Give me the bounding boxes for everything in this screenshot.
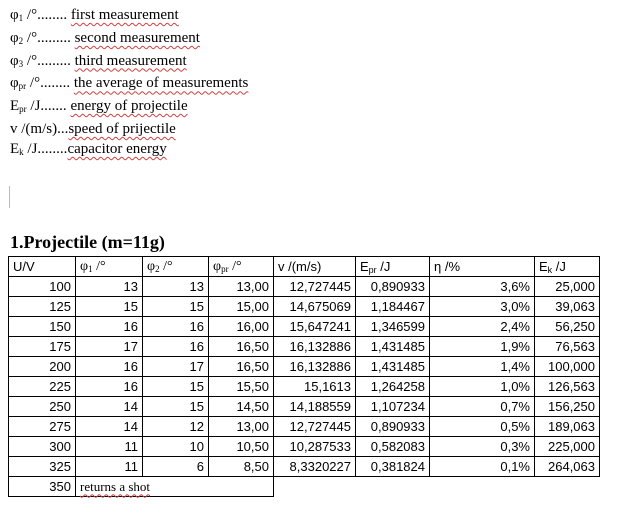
table-cell: 15,647241 bbox=[274, 317, 356, 337]
symbol: v /(m/s) bbox=[278, 259, 322, 274]
unit: /J bbox=[552, 258, 566, 274]
table-cell: 16 bbox=[76, 357, 143, 377]
table-cell: 16,00 bbox=[209, 317, 274, 337]
table-cell: 15 bbox=[143, 377, 209, 397]
table-cell: 10,50 bbox=[209, 437, 274, 457]
table-cell: 250 bbox=[9, 397, 76, 417]
measurement-table bbox=[8, 256, 600, 497]
symbol: E bbox=[360, 258, 369, 274]
table-cell: 15,1613 bbox=[274, 377, 356, 397]
table-cell: 16,132886 bbox=[274, 337, 356, 357]
table-cell: 150 bbox=[9, 317, 76, 337]
table-cell: 16,50 bbox=[209, 337, 274, 357]
symbol-subscript: 3 bbox=[18, 58, 24, 69]
symbol-subscript: 1 bbox=[18, 13, 24, 23]
unit: /J bbox=[376, 258, 391, 274]
symbol: φ bbox=[80, 258, 89, 274]
table-cell: 1,184467 bbox=[356, 297, 430, 317]
empty-cell bbox=[274, 477, 356, 497]
unit: /° bbox=[228, 258, 242, 274]
table-cell: 0,381824 bbox=[356, 457, 430, 477]
legend-item bbox=[10, 140, 248, 163]
table-cell: 1,9% bbox=[430, 337, 535, 357]
symbol-subscript: 2 bbox=[18, 35, 24, 46]
table-cell: 16 bbox=[76, 317, 143, 337]
table-cell: 11 bbox=[76, 457, 143, 477]
symbol-subscript: 2 bbox=[155, 263, 160, 274]
unit: /° bbox=[159, 258, 173, 274]
unit: /°......... bbox=[23, 52, 75, 69]
table-cell: 2,4% bbox=[430, 317, 535, 337]
column-header bbox=[274, 257, 356, 277]
table-row bbox=[9, 357, 600, 377]
table-cell: 12 bbox=[143, 417, 209, 437]
symbol-subscript: k bbox=[547, 264, 553, 275]
table-cell: 25,000 bbox=[535, 277, 600, 297]
column-header bbox=[356, 257, 430, 277]
column-header bbox=[430, 257, 535, 277]
table-cell: 16 bbox=[143, 317, 209, 337]
table-cell: 39,063 bbox=[535, 297, 600, 317]
table-cell: 15 bbox=[76, 297, 143, 317]
symbol-subscript: pr bbox=[18, 81, 27, 92]
table-cell: 12,727445 bbox=[274, 277, 356, 297]
table-cell: 300 bbox=[9, 437, 76, 457]
table-cell: 8,50 bbox=[209, 457, 274, 477]
symbol-subscript: k bbox=[19, 146, 24, 157]
symbol: φ bbox=[10, 75, 19, 92]
table-cell: 0,5% bbox=[430, 417, 535, 437]
column-header bbox=[76, 257, 143, 277]
table-cell: 10 bbox=[143, 437, 209, 457]
symbol-subscript: 1 bbox=[88, 263, 93, 274]
legend-description: third measurement bbox=[74, 52, 187, 69]
legend-description: the average of measurements bbox=[73, 75, 249, 92]
table-cell: 16,132886 bbox=[274, 357, 356, 377]
empty-cell bbox=[430, 477, 535, 497]
table-cell: 0,890933 bbox=[356, 417, 430, 437]
table-cell: 13 bbox=[143, 277, 209, 297]
empty-cell bbox=[356, 477, 430, 497]
table-cell: 0,7% bbox=[430, 397, 535, 417]
symbol: φ bbox=[213, 258, 222, 274]
table-cell: 13 bbox=[76, 277, 143, 297]
table-cell: 17 bbox=[76, 337, 143, 357]
table-row bbox=[9, 277, 600, 297]
table-cell: 16 bbox=[143, 337, 209, 357]
table-cell: 12,727445 bbox=[274, 417, 356, 437]
unit: /J........ bbox=[23, 140, 68, 157]
symbol-subscript: pr bbox=[368, 264, 377, 275]
note-text: returns a shot bbox=[80, 478, 151, 494]
legend-description: first measurement bbox=[70, 7, 179, 23]
table-cell: 0,582083 bbox=[356, 437, 430, 457]
symbol: η /% bbox=[434, 259, 461, 274]
table-row bbox=[9, 297, 600, 317]
table-cell: 1,0% bbox=[430, 377, 535, 397]
table-cell: 0,3% bbox=[430, 437, 535, 457]
table-cell: 16,50 bbox=[209, 357, 274, 377]
legend-description: speed of prijectile bbox=[68, 120, 176, 137]
table-row bbox=[9, 477, 600, 497]
table-cell: 189,063 bbox=[535, 417, 600, 437]
unit: /°......... bbox=[23, 29, 75, 46]
table-cell: 3,0% bbox=[430, 297, 535, 317]
symbol: E bbox=[10, 98, 20, 115]
table-row bbox=[9, 417, 600, 437]
unit: /° bbox=[92, 258, 106, 274]
column-header bbox=[535, 257, 600, 277]
table-cell: 156,250 bbox=[535, 397, 600, 417]
table-cell: 14 bbox=[76, 397, 143, 417]
table-cell: 225,000 bbox=[535, 437, 600, 457]
table-cell: 14,675069 bbox=[274, 297, 356, 317]
table-row bbox=[9, 397, 600, 417]
table-cell: 1,107234 bbox=[356, 397, 430, 417]
table-row bbox=[9, 317, 600, 337]
table-cell: 15,00 bbox=[209, 297, 274, 317]
symbol: φ bbox=[147, 258, 156, 274]
symbol: φ bbox=[10, 52, 19, 69]
table-cell: 14 bbox=[76, 417, 143, 437]
legend-item bbox=[10, 120, 248, 140]
table-cell: 13,00 bbox=[209, 277, 274, 297]
table-cell: 17 bbox=[143, 357, 209, 377]
empty-cell bbox=[535, 477, 600, 497]
table-cell: 264,063 bbox=[535, 457, 600, 477]
table-cell: 126,563 bbox=[535, 377, 600, 397]
legend-item bbox=[10, 6, 248, 29]
table-cell: 3,6% bbox=[430, 277, 535, 297]
column-header bbox=[209, 257, 274, 277]
table-row bbox=[9, 377, 600, 397]
table-cell: 1,346599 bbox=[356, 317, 430, 337]
symbol-subscript: pr bbox=[221, 263, 229, 274]
table-cell: 100,000 bbox=[535, 357, 600, 377]
legend-item bbox=[10, 29, 248, 52]
section-title: 1.Projectile (m=11g) bbox=[10, 232, 165, 252]
unit: /°........ bbox=[26, 75, 74, 92]
symbol: E bbox=[10, 140, 20, 157]
column-header bbox=[143, 257, 209, 277]
table-body bbox=[9, 277, 600, 497]
text-cursor bbox=[9, 186, 10, 208]
table-cell: 15 bbox=[143, 397, 209, 417]
unit: /°........ bbox=[23, 7, 71, 23]
symbol-subscript: pr bbox=[19, 104, 27, 115]
symbol: φ bbox=[10, 29, 19, 46]
table-cell: 14,50 bbox=[209, 397, 274, 417]
table-cell: 275 bbox=[9, 417, 76, 437]
legend-description: second measurement bbox=[74, 29, 200, 46]
legend-item bbox=[10, 97, 248, 120]
table-cell: 0,1% bbox=[430, 457, 535, 477]
table-cell: 15 bbox=[143, 297, 209, 317]
table-cell: 125 bbox=[9, 297, 76, 317]
table-header-row bbox=[9, 257, 600, 277]
table-cell: 8,3320227 bbox=[274, 457, 356, 477]
table-cell: 14,188559 bbox=[274, 397, 356, 417]
symbol: E bbox=[539, 258, 548, 274]
table-cell: 1,4% bbox=[430, 357, 535, 377]
legend-description: energy of projectile bbox=[70, 98, 188, 115]
table-cell: 1,264258 bbox=[356, 377, 430, 397]
unit: /J....... bbox=[26, 98, 71, 115]
symbol: φ bbox=[10, 7, 19, 23]
table-cell: 76,563 bbox=[535, 337, 600, 357]
table-cell: 225 bbox=[9, 377, 76, 397]
table-cell: 1,431485 bbox=[356, 337, 430, 357]
unit: /(m/s)... bbox=[17, 120, 69, 137]
table-cell: 200 bbox=[9, 357, 76, 377]
table-cell: 1,431485 bbox=[356, 357, 430, 377]
table-row bbox=[9, 437, 600, 457]
legend-description: capacitor energy bbox=[67, 140, 167, 157]
table-cell: 100 bbox=[9, 277, 76, 297]
table-cell: 325 bbox=[9, 457, 76, 477]
table-row bbox=[9, 337, 600, 357]
legend-item bbox=[10, 52, 248, 75]
table-cell: 0,890933 bbox=[356, 277, 430, 297]
note-cell bbox=[76, 477, 274, 497]
table-cell: 56,250 bbox=[535, 317, 600, 337]
table-row bbox=[9, 457, 600, 477]
table-cell: 350 bbox=[9, 477, 76, 497]
table-cell: 15,50 bbox=[209, 377, 274, 397]
table-cell: 13,00 bbox=[209, 417, 274, 437]
legend-item bbox=[10, 74, 248, 97]
symbol: U/V bbox=[13, 259, 35, 274]
table-cell: 6 bbox=[143, 457, 209, 477]
legend bbox=[10, 6, 248, 163]
column-header bbox=[9, 257, 76, 277]
table-cell: 16 bbox=[76, 377, 143, 397]
table-cell: 11 bbox=[76, 437, 143, 457]
table-cell: 175 bbox=[9, 337, 76, 357]
symbol: v bbox=[10, 120, 18, 137]
table-cell: 10,287533 bbox=[274, 437, 356, 457]
